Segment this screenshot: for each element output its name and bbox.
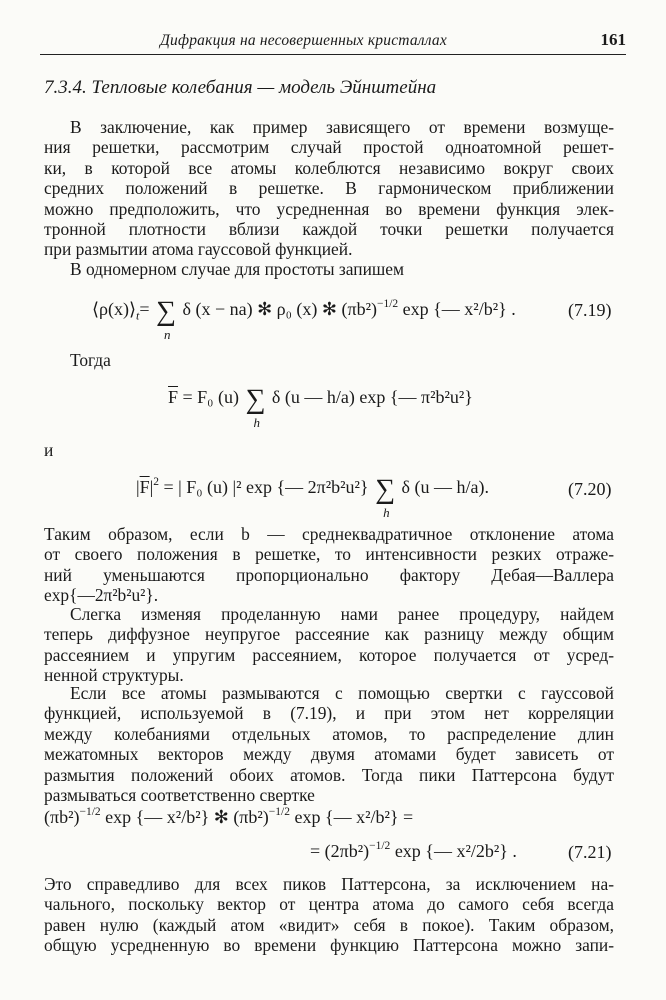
eq-lhs-subscript: t [136, 308, 140, 323]
text-line: exp{—2π²b²u²}. [44, 585, 159, 606]
text-line: ния решетки, рассмотрим случай простой одноатомной решет- [44, 137, 614, 158]
eq-part: exp {— x²/b²} = [294, 807, 414, 827]
equation-7-19: $⟨\rho(x)⟩_t=$ ∑ n δ (x − na) ✻ ρ₀ (x) ✻ $(\pi b^2)^{-1/2}$ exp {— x²/b²} . [92, 296, 516, 342]
text-line: общую усредненную во времени функцию Паттерсона можно запи- [44, 935, 614, 956]
equation-number: (7.19) [568, 300, 612, 320]
text-line: при размытии атома гауссовой функцией. [44, 239, 353, 260]
eq-exponent: −1/2 [376, 298, 399, 310]
text-line: между колебаниями отдельных атомов, то распределение длин [44, 723, 614, 744]
eq-power: 2 [153, 476, 159, 488]
text-line: В заключение, как пример зависящего от времени возмуще- [70, 117, 614, 137]
text-line: функцией, используемой в (7.19), и при этом нет корреляции [44, 703, 614, 724]
text-line: ки, в которой все атомы колеблются независимо вокруг своих [44, 157, 614, 178]
word-and: и [44, 440, 54, 460]
text-line: средних положений в решетке. В гармоническом приближении [44, 178, 614, 199]
eq-abs-open: | [136, 477, 140, 497]
text-line: ненной структуры. [44, 665, 184, 686]
text-line: Это справедливо для всех пиков Паттерсона, за исключением на- [44, 874, 614, 894]
text-line: ний уменьшаются пропорционально фактору Дебая—Валлера [44, 564, 614, 585]
text-line: размытия положений обоих атомов. Тогда пики Паттерсона будут [44, 764, 614, 785]
text-line: межатомных векторов между двумя атомами будет зависеть от [44, 744, 614, 765]
page-number: 161 [600, 30, 626, 49]
text-line: от своего положения в решетке, то интенсивности резких отраже- [44, 544, 614, 565]
text-line: равен нулю (каждый атом «видит» себя в покое). Таким образом, [44, 914, 614, 935]
running-head [40, 30, 626, 55]
eq-part: exp {— x²/b²} ✻ (πb²) [105, 807, 269, 827]
text-line: можно предположить, что усредненная во времени функция элек- [44, 198, 614, 219]
eq-part: (πb²) [44, 807, 80, 827]
eq-tail: δ (u — h/a) exp {— π²b²u²} [271, 387, 473, 407]
text-line: тронной плотности вблизи каждой точки решетки получается [44, 219, 614, 240]
equation-number: (7.21) [568, 842, 612, 862]
eq-tail: exp {— x²/b²} . [402, 299, 516, 319]
paragraph-debye-waller [44, 524, 614, 606]
equation-7-21-line2 [310, 840, 517, 862]
eq-part: exp {— x²/2b²} . [394, 841, 517, 861]
word-togda: Тогда [70, 350, 111, 370]
sum-symbol: ∑ n [156, 296, 176, 342]
sum-symbol: ∑ h [375, 474, 396, 520]
eq-body: δ (x − na) ✻ ρ₀ (x) ✻ (πb²) [182, 299, 377, 319]
sum-index: h [383, 505, 390, 520]
text-line: Таким образом, если b — среднеквадратичное отклонение атома [44, 524, 614, 544]
paragraph-one-dimensional [44, 259, 614, 279]
eq-lhs: $\overline{F}$ [139, 477, 150, 497]
eq-lhs: $\overline{F}$ [168, 387, 179, 407]
running-title: Дифракция на несовершенных кристаллах [160, 32, 447, 49]
text-line: Слегка изменяя проделанную нами ранее процедуру, найдем [70, 604, 614, 624]
eq-mid: = F₀ (u) [182, 387, 239, 407]
paragraph-intro [44, 117, 614, 260]
eq-tail: δ (u — h/a). [401, 477, 489, 497]
eq-exponent: −1/2 [268, 806, 290, 818]
sum-symbol: ∑ h [245, 384, 266, 430]
text-line: В одномерном случае для простоты запишем [70, 259, 405, 279]
eq-exponent: −1/2 [79, 806, 101, 818]
equation-7-20 [136, 474, 489, 520]
eq-lhs: ⟨ρ(x)⟩ [92, 299, 137, 319]
text-line: Если все атомы размываются с помощью свертки с гауссовой [70, 683, 614, 703]
eq-mid: = | F₀ (u) |² exp {— 2π²b²u²} [163, 477, 369, 497]
eq-exponent: −1/2 [369, 840, 391, 852]
paragraph-diffuse [44, 604, 614, 686]
text-line: теперь диффузное неупругое рассеяние как разницу между общим [44, 624, 614, 645]
eq-abs-close: | [149, 477, 154, 497]
text-line: размываться соответственно свертке [44, 785, 315, 806]
eq-part: = (2πb²) [310, 841, 370, 861]
text-line: чального, поскольку вектор от центра атома до самого себя всегда [44, 894, 614, 915]
paragraph-patterson [44, 683, 614, 805]
paragraph-conclusion [44, 874, 614, 956]
sum-index: h [253, 415, 260, 430]
equation-f-average [168, 384, 473, 430]
section-heading: 7.3.4. Тепловые колебания — модель Эйнштейна [44, 77, 437, 98]
sum-index: n [164, 327, 171, 342]
equation-number: (7.20) [568, 479, 612, 499]
equation-7-21-line1 [44, 806, 413, 828]
text-line: рассеянием и упругим рассеянием, которое получается от усред- [44, 644, 614, 665]
